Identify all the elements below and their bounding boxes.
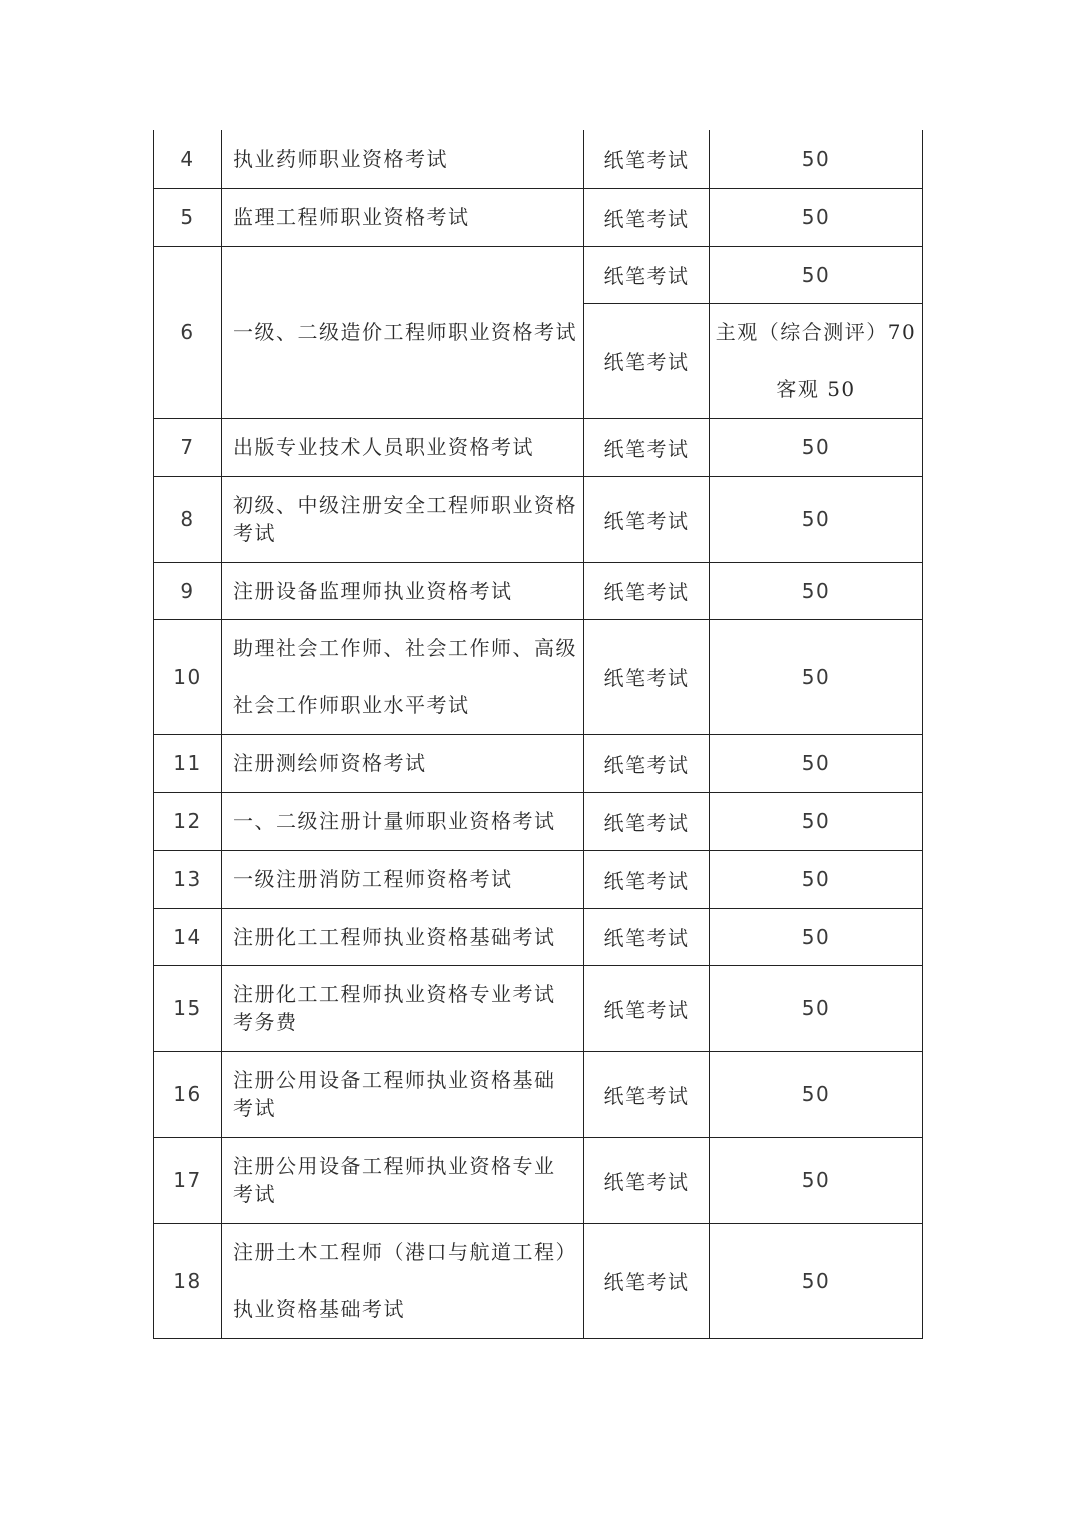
row-number: 5 [154, 188, 222, 246]
table-row [154, 965, 923, 1051]
row-number: 9 [154, 562, 222, 619]
exam-method: 纸笔考试 [584, 619, 710, 734]
row-number: 10 [154, 619, 222, 734]
exam-method: 纸笔考试 [584, 188, 710, 246]
exam-method: 纸笔考试 [584, 303, 710, 418]
exam-name: 助理社会工作师、社会工作师、高级 社会工作师职业水平考试 [222, 619, 584, 734]
exam-name: 注册土木工程师（港口与航道工程） 执业资格基础考试 [222, 1223, 584, 1338]
table-row [154, 562, 923, 619]
exam-name: 初级、中级注册安全工程师职业资格 考试 [222, 476, 584, 562]
exam-fee: 50 [710, 188, 923, 246]
exam-fee: 50 [710, 734, 923, 792]
row-number: 13 [154, 850, 222, 908]
exam-name: 一、二级注册计量师职业资格考试 [222, 792, 584, 850]
row-number: 11 [154, 734, 222, 792]
table-row [154, 1223, 923, 1338]
row-number: 16 [154, 1051, 222, 1137]
exam-method: 纸笔考试 [584, 1223, 710, 1338]
table-row [154, 246, 923, 303]
row-number: 12 [154, 792, 222, 850]
exam-name: 出版专业技术人员职业资格考试 [222, 418, 584, 476]
exam-name: 注册设备监理师执业资格考试 [222, 562, 584, 619]
row-number: 8 [154, 476, 222, 562]
exam-method: 纸笔考试 [584, 1137, 710, 1223]
exam-name: 注册测绘师资格考试 [222, 734, 584, 792]
row-number: 18 [154, 1223, 222, 1338]
exam-fee: 50 [710, 476, 923, 562]
exam-fee: 50 [710, 130, 923, 188]
table-row [154, 734, 923, 792]
exam-method: 纸笔考试 [584, 246, 710, 303]
fee-subjective: 主观（综合测评）70 [715, 319, 917, 344]
exam-method: 纸笔考试 [584, 562, 710, 619]
exam-fee: 50 [710, 562, 923, 619]
exam-fee [710, 303, 923, 418]
exam-fee: 50 [710, 418, 923, 476]
fee-objective: 客观 50 [776, 376, 856, 401]
exam-method: 纸笔考试 [584, 850, 710, 908]
exam-method: 纸笔考试 [584, 734, 710, 792]
exam-name: 注册化工工程师执业资格基础考试 [222, 908, 584, 965]
table-row [154, 1051, 923, 1137]
exam-method: 纸笔考试 [584, 1051, 710, 1137]
table-row [154, 619, 923, 734]
row-number: 7 [154, 418, 222, 476]
exam-fee: 50 [710, 965, 923, 1051]
exam-method: 纸笔考试 [584, 418, 710, 476]
row-number: 14 [154, 908, 222, 965]
exam-fee-table [153, 130, 923, 1339]
exam-name: 一级注册消防工程师资格考试 [222, 850, 584, 908]
exam-name: 注册化工工程师执业资格专业考试 考务费 [222, 965, 584, 1051]
table-row [154, 418, 923, 476]
exam-name: 监理工程师职业资格考试 [222, 188, 584, 246]
exam-method: 纸笔考试 [584, 792, 710, 850]
table-row [154, 130, 923, 188]
exam-method: 纸笔考试 [584, 965, 710, 1051]
table-row [154, 476, 923, 562]
exam-name: 执业药师职业资格考试 [222, 130, 584, 188]
table-row [154, 908, 923, 965]
exam-method: 纸笔考试 [584, 130, 710, 188]
exam-fee: 50 [710, 1223, 923, 1338]
row-number: 15 [154, 965, 222, 1051]
exam-name: 注册公用设备工程师执业资格专业 考试 [222, 1137, 584, 1223]
row-number: 4 [154, 130, 222, 188]
exam-fee: 50 [710, 792, 923, 850]
exam-fee: 50 [710, 1137, 923, 1223]
exam-fee: 50 [710, 246, 923, 303]
exam-fee: 50 [710, 850, 923, 908]
table-row [154, 792, 923, 850]
exam-name: 注册公用设备工程师执业资格基础 考试 [222, 1051, 584, 1137]
exam-fee: 50 [710, 1051, 923, 1137]
exam-fee: 50 [710, 908, 923, 965]
exam-fee: 50 [710, 619, 923, 734]
row-number: 6 [154, 246, 222, 418]
row-number: 17 [154, 1137, 222, 1223]
exam-method: 纸笔考试 [584, 908, 710, 965]
exam-method: 纸笔考试 [584, 476, 710, 562]
table-row [154, 188, 923, 246]
table-row [154, 1137, 923, 1223]
table-row [154, 850, 923, 908]
exam-name: 一级、二级造价工程师职业资格考试 [222, 246, 584, 418]
